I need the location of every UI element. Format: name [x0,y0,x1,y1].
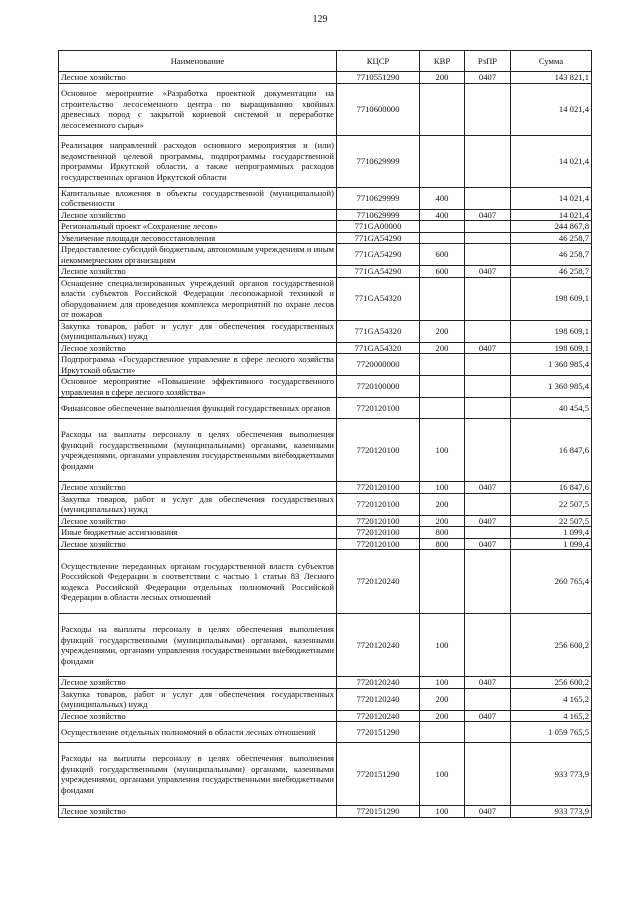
cell-kcsr: 7720151290 [337,806,420,818]
cell-kvr: 100 [420,419,465,482]
cell-name: Лесное хозяйство [59,806,337,818]
table-row [59,493,592,515]
cell-sum: 198 609,1 [511,320,592,342]
cell-kcsr: 7720120100 [337,538,420,550]
cell-kvr: 200 [420,515,465,527]
table-row [59,688,592,710]
cell-name: Лесное хозяйство [59,209,337,221]
cell-kcsr: 7720120100 [337,419,420,482]
cell-sum: 1 360 985,4 [511,354,592,376]
cell-kcsr: 771GA00000 [337,221,420,233]
cell-name: Региональный проект «Сохранение лесов» [59,221,337,233]
table-row [59,209,592,221]
cell-kcsr: 771GA54290 [337,266,420,278]
cell-kvr: 200 [420,688,465,710]
cell-rzpr [465,135,511,187]
cell-rzpr [465,232,511,244]
cell-kcsr: 7720120100 [337,398,420,419]
cell-name: Осуществление переданных органам государственной власти субъектов Российской Федерации в соответствии с частью 1 статьи 83 Лесного кодекса Российской Федерации отдельных полномочий Российской Федерации в области лесных отношений [59,550,337,614]
table-body [59,72,592,818]
header-rzpr: РзПР [465,51,511,72]
table-row [59,83,592,135]
cell-sum: 46 258,7 [511,232,592,244]
cell-name: Расходы на выплаты персоналу в целях обеспечения выполнения функций государственными (муниципальными) органами, казенными учреждениями, органами управления государственными внебюджетными фондами [59,614,337,677]
cell-kcsr: 7720120240 [337,550,420,614]
cell-name: Подпрограмма «Государственное управление в сфере лесного хозяйства Иркутской области» [59,354,337,376]
table-row [59,342,592,354]
cell-name: Закупка товаров, работ и услуг для обеспечения государственных (муниципальных) нужд [59,320,337,342]
cell-name: Расходы на выплаты персоналу в целях обеспечения выполнения функций государственными (муниципальными) органами, казенными учреждениями, органами управления государственными внебюджетными фондами [59,743,337,806]
cell-kvr [420,376,465,398]
cell-rzpr: 0407 [465,677,511,689]
cell-kvr: 100 [420,482,465,494]
cell-kvr [420,354,465,376]
cell-rzpr [465,398,511,419]
cell-kcsr: 7720120100 [337,482,420,494]
cell-kvr: 100 [420,743,465,806]
cell-kvr: 400 [420,187,465,209]
cell-sum: 14 021,4 [511,135,592,187]
cell-kcsr: 7710629999 [337,135,420,187]
cell-kcsr: 7720120100 [337,515,420,527]
cell-name: Лесное хозяйство [59,342,337,354]
cell-sum: 143 821,1 [511,72,592,84]
cell-sum: 244 867,8 [511,221,592,233]
cell-sum: 256 600,2 [511,614,592,677]
cell-sum: 198 609,1 [511,277,592,320]
header-kcsr: КЦСР [337,51,420,72]
cell-kcsr: 7720120240 [337,614,420,677]
table-row [59,277,592,320]
table-row [59,710,592,722]
cell-kvr: 400 [420,209,465,221]
cell-name: Капитальные вложения в объекты государственной (муниципальной) собственности [59,187,337,209]
table-row [59,354,592,376]
cell-kcsr: 7710600000 [337,83,420,135]
cell-name: Лесное хозяйство [59,710,337,722]
page-number: 129 [312,14,328,25]
cell-kvr: 800 [420,527,465,539]
cell-sum: 14 021,4 [511,83,592,135]
cell-sum: 1 059 765,5 [511,722,592,743]
cell-name: Лесное хозяйство [59,515,337,527]
cell-kvr: 200 [420,493,465,515]
cell-rzpr [465,244,511,266]
cell-sum: 40 454,5 [511,398,592,419]
cell-rzpr: 0407 [465,710,511,722]
cell-name: Лесное хозяйство [59,72,337,84]
cell-sum: 933 773,9 [511,806,592,818]
table-row [59,72,592,84]
table-row [59,482,592,494]
cell-kvr [420,232,465,244]
header-kvr: КВР [420,51,465,72]
cell-kvr [420,221,465,233]
cell-kcsr: 7710629999 [337,187,420,209]
cell-kvr [420,722,465,743]
table-row [59,187,592,209]
cell-kcsr: 7720120240 [337,688,420,710]
cell-kvr: 100 [420,806,465,818]
cell-kcsr: 771GA54290 [337,244,420,266]
cell-kvr: 600 [420,244,465,266]
cell-rzpr: 0407 [465,515,511,527]
cell-rzpr [465,83,511,135]
table-row [59,244,592,266]
cell-kcsr: 7720120100 [337,527,420,539]
cell-rzpr [465,221,511,233]
cell-rzpr [465,527,511,539]
cell-sum: 4 165,2 [511,688,592,710]
cell-name: Лесное хозяйство [59,538,337,550]
cell-name: Увеличение площади лесовосстановления [59,232,337,244]
header-name: Наименование [59,51,337,72]
cell-kvr: 100 [420,677,465,689]
cell-kcsr: 7720151290 [337,722,420,743]
table-header-row [59,51,592,72]
cell-rzpr [465,187,511,209]
cell-name: Лесное хозяйство [59,482,337,494]
cell-kvr [420,83,465,135]
cell-name: Закупка товаров, работ и услуг для обеспечения государственных (муниципальных) нужд [59,688,337,710]
cell-rzpr [465,722,511,743]
table-row [59,376,592,398]
cell-kcsr: 771GA54320 [337,320,420,342]
cell-rzpr [465,688,511,710]
table-row [59,515,592,527]
cell-kcsr: 771GA54320 [337,277,420,320]
cell-sum: 260 765,4 [511,550,592,614]
cell-kcsr: 7720120240 [337,710,420,722]
cell-name: Осуществление отдельных полномочий в области лесных отношений [59,722,337,743]
table-row [59,266,592,278]
cell-rzpr: 0407 [465,482,511,494]
cell-sum: 16 847,6 [511,482,592,494]
cell-name: Расходы на выплаты персоналу в целях обеспечения выполнения функций государственными (муниципальными) органами, казенными учреждениями, органами управления государственными внебюджетными фондами [59,419,337,482]
cell-rzpr [465,614,511,677]
cell-kvr: 200 [420,72,465,84]
cell-sum: 1 099,4 [511,527,592,539]
cell-name: Иные бюджетные ассигнования [59,527,337,539]
cell-sum: 46 258,7 [511,266,592,278]
table-row [59,221,592,233]
cell-rzpr [465,320,511,342]
cell-sum: 1 099,4 [511,538,592,550]
cell-kvr: 200 [420,320,465,342]
table-row [59,320,592,342]
cell-kcsr: 7720000000 [337,354,420,376]
cell-rzpr: 0407 [465,342,511,354]
cell-rzpr [465,354,511,376]
cell-sum: 933 773,9 [511,743,592,806]
cell-sum: 1 360 985,4 [511,376,592,398]
cell-rzpr [465,550,511,614]
cell-name: Закупка товаров, работ и услуг для обеспечения государственных (муниципальных) нужд [59,493,337,515]
cell-rzpr: 0407 [465,72,511,84]
cell-name: Лесное хозяйство [59,677,337,689]
cell-rzpr [465,277,511,320]
table-row [59,398,592,419]
cell-kcsr: 771GA54290 [337,232,420,244]
cell-name: Оснащение специализированных учреждений органов государственной власти субъектов Российской Федерации лесопожарной техникой и оборудованием для проведения комплекса мероприятий по охране лесов от пожаров [59,277,337,320]
cell-kcsr: 7720151290 [337,743,420,806]
cell-rzpr [465,376,511,398]
cell-rzpr [465,743,511,806]
cell-name: Финансовое обеспечение выполнения функций государственных органов [59,398,337,419]
cell-sum: 198 609,1 [511,342,592,354]
cell-name: Предоставление субсидий бюджетным, автономным учреждениям и иным некоммерческим организациям [59,244,337,266]
cell-kcsr: 771GA54320 [337,342,420,354]
cell-sum: 256 600,2 [511,677,592,689]
cell-sum: 22 507,5 [511,515,592,527]
cell-rzpr: 0407 [465,806,511,818]
cell-rzpr [465,419,511,482]
table-row [59,419,592,482]
cell-sum: 16 847,6 [511,419,592,482]
budget-table [58,50,592,818]
table-row [59,743,592,806]
cell-rzpr: 0407 [465,538,511,550]
header-sum: Сумма [511,51,592,72]
cell-kvr: 200 [420,710,465,722]
cell-rzpr [465,493,511,515]
cell-kvr [420,277,465,320]
cell-sum: 14 021,4 [511,209,592,221]
cell-kvr: 200 [420,342,465,354]
cell-name: Основное мероприятие «Разработка проектной документации на строительство лесосеменного центра по выращиванию хвойных древесных пород с закрытой корневой системой и переработке лесосеменного сырья» [59,83,337,135]
cell-name: Основное мероприятие «Повышение эффективного государственного управления в сфере лесного хозяйства» [59,376,337,398]
cell-sum: 4 165,2 [511,710,592,722]
table-row [59,527,592,539]
cell-kvr [420,550,465,614]
cell-kcsr: 7710629999 [337,209,420,221]
cell-kvr: 800 [420,538,465,550]
cell-sum: 14 021,4 [511,187,592,209]
cell-rzpr: 0407 [465,209,511,221]
cell-kvr [420,135,465,187]
cell-kvr [420,398,465,419]
cell-kcsr: 7720120100 [337,493,420,515]
table-row [59,677,592,689]
cell-sum: 46 258,7 [511,244,592,266]
cell-rzpr: 0407 [465,266,511,278]
cell-kcsr: 7720100000 [337,376,420,398]
cell-sum: 22 507,5 [511,493,592,515]
table-row [59,538,592,550]
table-row [59,806,592,818]
table-row [59,722,592,743]
table-row [59,232,592,244]
cell-kcsr: 7710551290 [337,72,420,84]
cell-name: Реализация направлений расходов основного мероприятия и (или) ведомственной целевой программы, подпрограммы государственной программы Иркутской области, а также непрограммных расходов государственных органов Иркутской области [59,135,337,187]
cell-kvr: 100 [420,614,465,677]
cell-kvr: 600 [420,266,465,278]
cell-kcsr: 7720120240 [337,677,420,689]
table-row [59,614,592,677]
table-row [59,550,592,614]
cell-name: Лесное хозяйство [59,266,337,278]
table-row [59,135,592,187]
